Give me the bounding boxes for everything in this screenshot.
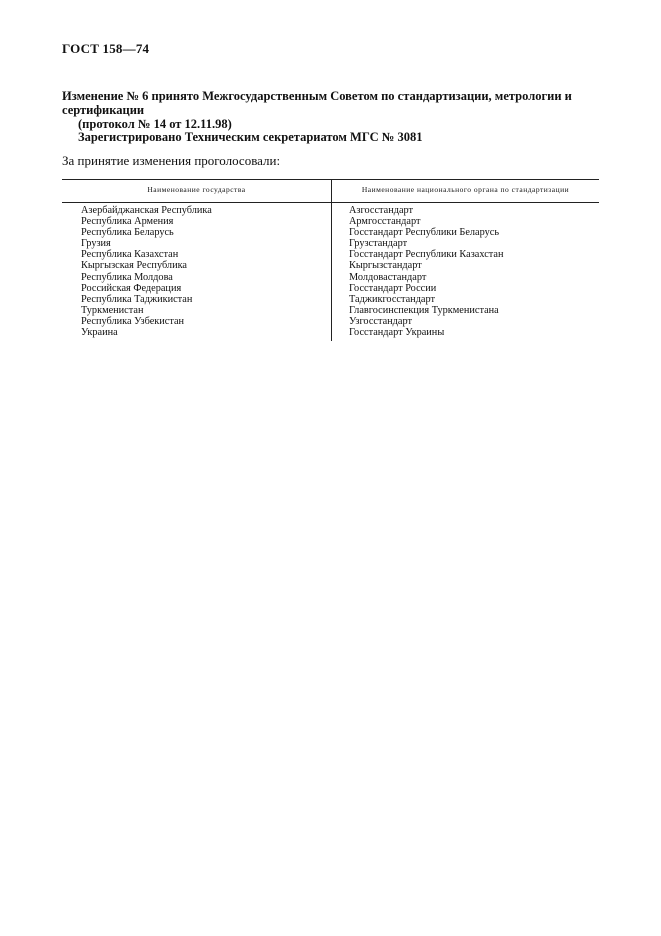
- standards-body-cell: Узгосстандарт: [349, 315, 412, 327]
- voting-table: [62, 179, 599, 341]
- standards-body-list: [349, 205, 504, 338]
- standards-body-cell: Кыргызстандарт: [349, 260, 422, 272]
- standards-body-cell: Госстандарт Республики Беларусь: [349, 227, 500, 239]
- state-name-cell: Республика Казахстан: [81, 249, 179, 261]
- state-name-cell: Российская Федерация: [81, 282, 182, 294]
- state-name-cell: Республика Молдова: [81, 271, 173, 283]
- state-name-cell: Республика Беларусь: [81, 227, 174, 239]
- header-standards-body: Наименование национального органа по стандартизации: [361, 185, 570, 194]
- amendment-notice: [62, 89, 607, 131]
- amendment-line-1: Изменение № 6 принято Межгосударственным Советом по стандартизации, метрологии и сертификации: [62, 89, 572, 117]
- standards-body-cell: Госстандарт Украины: [349, 327, 445, 339]
- state-name-cell: Туркменистан: [81, 304, 144, 316]
- state-name-cell: Грузия: [81, 238, 111, 250]
- state-name-cell: Республика Узбекистан: [81, 315, 185, 327]
- standards-body-cell: Главгосинспекция Туркменистана: [349, 304, 499, 316]
- state-name-cell: Украина: [81, 327, 118, 339]
- document-code: ГОСТ 158—74: [62, 41, 150, 56]
- standards-body-cell: Армгосстандарт: [349, 216, 421, 228]
- standards-body-cell: Грузстандарт: [349, 238, 408, 250]
- standards-body-cell: Азгосстандарт: [349, 205, 414, 216]
- amendment-line-2: (протокол № 14 от 12.11.98): [78, 117, 232, 131]
- table-column-divider: [331, 179, 332, 341]
- header-state-name: Наименование государства: [147, 185, 246, 194]
- state-name-cell: Республика Армения: [81, 216, 174, 228]
- voted-label: За принятие изменения проголосовали:: [62, 153, 281, 168]
- standards-body-cell: Молдовастандарт: [349, 271, 427, 283]
- state-name-cell: Республика Таджикистан: [81, 293, 193, 305]
- standards-body-cell: Таджикгосстандарт: [349, 293, 436, 305]
- state-name-cell: Азербайджанская Республика: [81, 205, 212, 216]
- state-list: [81, 205, 212, 338]
- standards-body-cell: Госстандарт России: [349, 282, 437, 294]
- registration-note: Зарегистрировано Техническим секретариатом МГС № 3081: [78, 130, 423, 144]
- state-name-cell: Кыргызская Республика: [81, 260, 188, 272]
- standards-body-cell: Госстандарт Республики Казахстан: [349, 249, 504, 261]
